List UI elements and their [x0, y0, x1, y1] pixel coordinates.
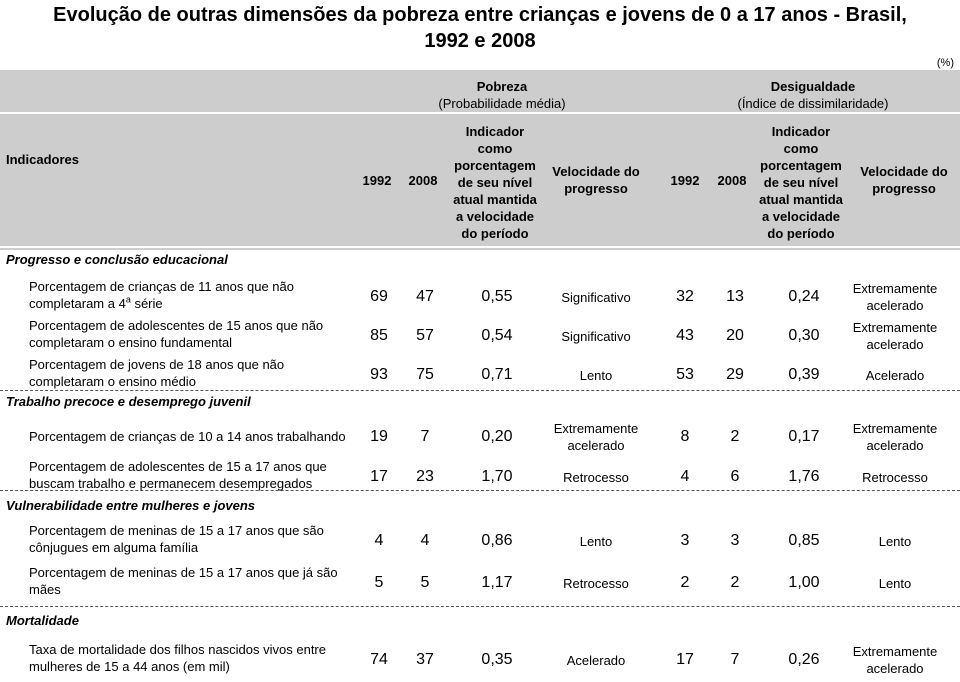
row-label [29, 458, 359, 492]
value-cell: 0,86 [481, 532, 513, 549]
velocidade-text: acelerado [866, 337, 924, 352]
value-cell: 75 [416, 366, 434, 383]
velocidade-text: Significativo [561, 289, 631, 305]
value-cell: 29 [726, 366, 744, 383]
ind-line: como [477, 140, 513, 156]
vel-line: Velocidade do [552, 164, 640, 179]
header-desig-2008: 2008 [717, 172, 747, 188]
ind-line: a velocidade [455, 208, 535, 224]
value-cell: 1,17 [481, 574, 513, 591]
value-cell: 85 [370, 327, 388, 344]
value-cell: 2 [730, 574, 740, 591]
value-cell: 4 [420, 532, 430, 549]
section-mortalidade: Mortalidade [6, 613, 79, 628]
velocidade-text: Extremamente [852, 421, 938, 436]
velocidade-cell [541, 641, 651, 679]
header-desig-1992: 1992 [670, 172, 700, 188]
value-cell: 74 [370, 651, 388, 668]
velocidade-cell [840, 564, 950, 602]
ind-line: de seu nível [457, 174, 533, 190]
row-label-line2: buscam trabalho e permanecem desempregados [29, 476, 313, 491]
row-label-line1: Porcentagem de adolescentes de 15 anos que não [29, 318, 324, 333]
value-cell: 1,00 [788, 574, 820, 591]
value-cell: 19 [370, 428, 388, 445]
section-educacional: Progresso e conclusão educacional [6, 252, 228, 267]
ind-line: Indicador [771, 123, 831, 139]
ind-line: atual mantida [759, 191, 843, 207]
ind-line: atual mantida [453, 191, 537, 207]
value-cell: 43 [676, 327, 694, 344]
velocidade-text: acelerado [866, 438, 924, 453]
value-cell: 7 [420, 428, 430, 445]
row-label-line2: completaram a 4$^a$ série [29, 294, 163, 311]
section-trabalho: Trabalho precoce e desemprego juvenil [6, 394, 251, 409]
value-cell: 23 [416, 468, 434, 485]
velocidade-cell [541, 278, 651, 316]
value-cell: 93 [370, 366, 388, 383]
vel-line: progresso [564, 181, 628, 196]
value-cell: 0,54 [481, 327, 513, 344]
value-cell: 1,70 [481, 468, 513, 485]
ind-line: de seu nível [763, 174, 839, 190]
header-pobreza-indicador [440, 122, 550, 242]
row-label-line1: Porcentagem de crianças de 11 anos que não [29, 279, 294, 294]
header-pobreza-2008: 2008 [408, 172, 438, 188]
velocidade-cell [840, 641, 950, 679]
value-cell: 0,17 [788, 428, 820, 445]
value-cell: 6 [730, 468, 740, 485]
row-label-line2: completaram o ensino fundamental [29, 335, 233, 350]
value-cell: 13 [726, 288, 744, 305]
header-pobreza-velocidade [540, 160, 652, 200]
velocidade-cell [840, 317, 950, 355]
header-indicadores: Indicadores [6, 151, 79, 167]
value-cell: 0,85 [788, 532, 820, 549]
velocidade-text: Retrocesso [862, 469, 928, 485]
unit-label: (%) [936, 57, 954, 69]
value-cell: 0,71 [481, 366, 513, 383]
value-cell: 20 [726, 327, 744, 344]
velocidade-text: acelerado [567, 438, 625, 453]
value-cell: 0,55 [481, 288, 513, 305]
page-title [0, 2, 960, 54]
row-label-line1: Porcentagem de jovens de 18 anos que não [29, 357, 285, 372]
value-cell: 57 [416, 327, 434, 344]
velocidade-cell [541, 458, 651, 496]
row-label-line2: completaram o ensino médio [29, 374, 196, 389]
vel-line: progresso [872, 181, 936, 196]
row-label [29, 278, 359, 312]
header-pobreza-1992: 1992 [362, 172, 392, 188]
velocidade-cell [840, 356, 950, 394]
value-cell: 53 [676, 366, 694, 383]
velocidade-text: Retrocesso [563, 469, 629, 485]
velocidade-text: Extremamente [553, 421, 639, 436]
value-cell: 0,39 [788, 366, 820, 383]
value-cell: 5 [420, 574, 430, 591]
ind-line: porcentagem [454, 157, 536, 173]
velocidade-text: Acelerado [865, 367, 925, 383]
value-cell: 0,20 [481, 428, 513, 445]
value-cell: 0,35 [481, 651, 513, 668]
row-label-line1: Porcentagem de adolescentes de 15 a 17 anos que [29, 459, 327, 474]
value-cell: 5 [374, 574, 384, 591]
velocidade-cell [840, 418, 950, 456]
ind-line: do período [461, 225, 529, 241]
velocidade-text: Lento [579, 533, 613, 549]
velocidade-text: Lento [878, 575, 912, 591]
value-cell: 1,76 [788, 468, 820, 485]
row-label [29, 522, 359, 556]
value-cell: 0,26 [788, 651, 820, 668]
ind-line: Indicador [465, 123, 525, 139]
value-cell: 17 [370, 468, 388, 485]
header-desig-indicador [746, 122, 856, 242]
value-cell: 4 [374, 532, 384, 549]
value-cell: 8 [680, 428, 690, 445]
row-label-line1: Taxa de mortalidade dos filhos nascidos vivos entre [29, 642, 326, 657]
velocidade-text: Lento [878, 533, 912, 549]
velocidade-text: Significativo [561, 328, 631, 344]
row-label-line2: mulheres de 15 a 44 anos (em mil) [29, 659, 230, 674]
title-line-2: 1992 e 2008 [424, 30, 536, 52]
velocidade-text: Extremamente [852, 281, 938, 296]
value-cell: 4 [680, 468, 690, 485]
velocidade-cell [541, 418, 651, 456]
row-label-line1: Porcentagem de crianças de 10 a 14 anos trabalhando [29, 429, 346, 444]
header-pobreza-line1: Pobreza [476, 79, 528, 94]
velocidade-text: Retrocesso [563, 575, 629, 591]
row-label [29, 428, 359, 445]
separator [0, 606, 960, 607]
header-pobreza-line2: (Probabilidade média) [438, 96, 566, 111]
value-cell: 7 [730, 651, 740, 668]
velocidade-text: acelerado [866, 661, 924, 676]
row-label [29, 356, 359, 390]
velocidade-text: Lento [579, 367, 613, 383]
velocidade-cell [541, 564, 651, 602]
superscript: a [125, 294, 131, 305]
value-cell: 3 [730, 532, 740, 549]
velocidade-cell [840, 522, 950, 560]
ind-line: do período [767, 225, 835, 241]
velocidade-cell [840, 458, 950, 496]
value-cell: 2 [680, 574, 690, 591]
ind-line: como [783, 140, 819, 156]
velocidade-text: Extremamente [852, 644, 938, 659]
header-desig-velocidade [848, 160, 960, 200]
velocidade-text: acelerado [866, 298, 924, 313]
value-cell: 37 [416, 651, 434, 668]
header-divider-top [0, 112, 960, 114]
row-label-line1: Porcentagem de meninas de 15 a 17 anos que são [29, 523, 324, 538]
value-cell: 3 [680, 532, 690, 549]
velocidade-text: Acelerado [566, 652, 626, 668]
value-cell: 47 [416, 288, 434, 305]
row-label [29, 317, 359, 351]
value-cell: 69 [370, 288, 388, 305]
row-label-line2: mães [29, 582, 61, 597]
row-label-line2: cônjugues em alguma família [29, 540, 199, 555]
velocidade-cell [541, 317, 651, 355]
row-label [29, 641, 359, 675]
ind-line: porcentagem [760, 157, 842, 173]
velocidade-cell [541, 356, 651, 394]
value-cell: 0,24 [788, 288, 820, 305]
header-desigualdade-line2: (Índice de dissimilaridade) [737, 96, 889, 111]
velocidade-cell [541, 522, 651, 560]
row-label [29, 564, 359, 598]
value-cell: 0,30 [788, 327, 820, 344]
value-cell: 2 [730, 428, 740, 445]
header-desigualdade-line1: Desigualdade [770, 79, 856, 94]
value-cell: 32 [676, 288, 694, 305]
header-pobreza [362, 78, 642, 112]
value-cell: 17 [676, 651, 694, 668]
header-divider-bottom [0, 246, 960, 248]
table-header [0, 70, 960, 250]
section-vulnerabilidade: Vulnerabilidade entre mulheres e jovens [6, 498, 256, 513]
ind-line: a velocidade [761, 208, 841, 224]
vel-line: Velocidade do [860, 164, 948, 179]
velocidade-cell [840, 278, 950, 316]
header-desigualdade [668, 78, 958, 112]
title-line-1: Evolução de outras dimensões da pobreza entre crianças e jovens de 0 a 17 anos - Brasil, [53, 4, 907, 26]
velocidade-text: Extremamente [852, 320, 938, 335]
row-label-line1: Porcentagem de meninas de 15 a 17 anos que já são [29, 565, 338, 580]
